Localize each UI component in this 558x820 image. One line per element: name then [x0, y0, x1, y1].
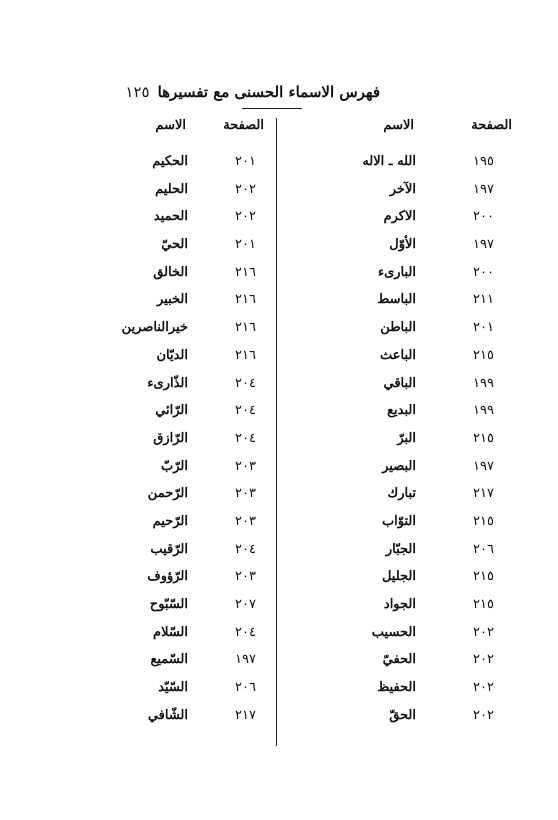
index-page-number: ٢٠٠	[473, 209, 494, 225]
page-header	[110, 80, 380, 104]
index-row	[292, 704, 512, 732]
index-row	[96, 316, 272, 344]
index-name: الباسط	[377, 292, 416, 308]
index-name: الحكيم	[152, 154, 188, 169]
index-page-number: ٢١٧	[235, 707, 256, 723]
index-page-number: ٢٠٣	[235, 569, 256, 585]
index-row	[292, 621, 512, 649]
index-page-number: ٢١٥	[473, 430, 494, 446]
index-row	[96, 372, 272, 400]
index-row	[96, 344, 272, 372]
index-name: الحليم	[155, 181, 188, 197]
index-name: الباطن	[380, 320, 416, 336]
index-name: الجبّار	[385, 541, 416, 557]
left-index-rows	[96, 150, 272, 731]
index-row	[292, 455, 512, 483]
index-name: الآخر	[389, 181, 416, 197]
index-row	[96, 593, 272, 621]
index-name: الباعث	[380, 347, 416, 363]
index-row	[292, 261, 512, 289]
index-page-number: ٢٠١	[473, 320, 494, 336]
right-column-header	[292, 118, 512, 142]
index-row	[96, 482, 272, 510]
index-name: الرّازق	[153, 430, 188, 446]
index-name: الخبير	[157, 292, 188, 308]
index-row	[96, 455, 272, 483]
index-page-number: ٢٠٢	[473, 652, 494, 668]
index-name: الحفيظ	[377, 680, 416, 696]
index-row	[292, 482, 512, 510]
index-row	[292, 648, 512, 676]
index-page-number: ٢١٥	[473, 347, 494, 363]
index-row	[96, 261, 272, 289]
index-row	[292, 510, 512, 538]
index-name: تبارك	[387, 486, 416, 502]
index-name: الرّبّ	[161, 458, 188, 474]
page-column-header: الصفحة	[223, 118, 264, 133]
index-row	[96, 648, 272, 676]
index-row	[96, 704, 272, 732]
index-page-number: ١٩٧	[473, 181, 494, 197]
index-row	[96, 676, 272, 704]
index-page-number: ٢٠٤	[235, 624, 256, 640]
index-page-number: ٢٠٢	[473, 624, 494, 640]
index-name: السّلام	[153, 624, 188, 640]
index-page-number: ١٩٧	[473, 237, 494, 253]
index-row	[292, 372, 512, 400]
index-row	[96, 538, 272, 566]
index-row	[292, 565, 512, 593]
index-page-number: ١٩٧	[473, 458, 494, 474]
index-row	[96, 150, 272, 178]
index-name: البارىء	[377, 264, 416, 280]
index-row	[96, 427, 272, 455]
page-column-header: الصفحة	[471, 118, 512, 133]
index-name: السّميع	[150, 652, 188, 668]
index-name: الذّارىء	[147, 375, 188, 391]
index-name: الرّحيم	[152, 513, 188, 529]
index-name: البديع	[387, 403, 416, 419]
index-name: خيرالناصرين	[121, 320, 188, 336]
index-row	[292, 427, 512, 455]
index-page-number: ٢٠٤	[235, 375, 256, 391]
index-name: الحفيّ	[382, 652, 416, 668]
index-page-number: ٢٠١	[235, 237, 256, 253]
page-title: فهرس الاسماء الحسنى مع تفسيرها	[157, 83, 380, 101]
index-page-number: ٢٠٢	[235, 181, 256, 197]
index-row	[292, 316, 512, 344]
index-name: البصير	[382, 458, 416, 474]
index-row	[96, 205, 272, 233]
index-row	[292, 676, 512, 704]
page-number: ١٢٥	[125, 83, 150, 101]
index-page-number: ٢١٦	[235, 320, 256, 336]
index-page-number: ٢٠٧	[235, 597, 256, 612]
index-page-number: ٢١٧	[473, 486, 494, 502]
index-page-number: ٢١٥	[473, 513, 494, 529]
index-row	[96, 288, 272, 316]
index-page-number: ٢٠٢	[473, 680, 494, 696]
index-page-number: ٢١٦	[235, 347, 256, 363]
name-column-header: الاسم	[383, 118, 414, 133]
index-page-number: ١٩٧	[235, 652, 256, 668]
index-page-number: ٢٠٤	[235, 403, 256, 419]
index-page-number: ١٩٥	[473, 154, 494, 169]
index-page-number: ٢٠٤	[235, 430, 256, 446]
index-page-number: ٢٠٤	[235, 541, 256, 557]
right-index-rows	[292, 150, 512, 731]
column-divider	[276, 118, 277, 746]
index-page-number: ٢١٥	[473, 569, 494, 585]
index-name: الباقي	[383, 375, 416, 391]
index-row	[96, 510, 272, 538]
index-name: الحسيب	[371, 624, 416, 640]
index-row	[292, 538, 512, 566]
index-page-number: ٢١٥	[473, 597, 494, 612]
index-row	[292, 205, 512, 233]
index-row	[292, 344, 512, 372]
index-name: الخالق	[153, 264, 188, 280]
index-page-number: ٢٠٣	[235, 486, 256, 502]
index-row	[292, 150, 512, 178]
index-name: الديّان	[156, 347, 188, 363]
index-name: البرّ	[397, 430, 416, 446]
index-page-number: ٢٠٦	[235, 680, 256, 696]
index-page-number: ٢٠٣	[235, 513, 256, 529]
header-rule	[242, 108, 302, 109]
index-page-number: ٢٠١	[235, 154, 256, 169]
index-name: السّيّد	[158, 680, 188, 696]
right-index-column	[292, 118, 512, 731]
index-page-number: ١٩٩	[473, 403, 494, 419]
index-name: الرّحمن	[147, 486, 188, 502]
index-row	[96, 621, 272, 649]
index-page-number: ١٩٩	[473, 375, 494, 391]
index-row	[96, 178, 272, 206]
left-column-header	[96, 118, 272, 142]
left-index-column	[96, 118, 272, 731]
index-page-number: ٢٠٠	[473, 264, 494, 280]
index-name: الأوّل	[389, 237, 416, 253]
index-name: الحقّ	[389, 707, 416, 723]
index-page-number: ٢٠٢	[235, 209, 256, 225]
index-name: التوّاب	[381, 513, 416, 529]
index-page-number: ٢١٦	[235, 292, 256, 308]
index-name: السّبّوح	[149, 597, 188, 612]
index-page-number: ٢١٦	[235, 264, 256, 280]
index-row	[292, 233, 512, 261]
index-row	[292, 399, 512, 427]
index-row	[292, 593, 512, 621]
index-row	[292, 288, 512, 316]
index-name: الاكرم	[383, 209, 416, 225]
index-name: الحيّ	[161, 237, 188, 253]
index-row	[96, 399, 272, 427]
index-page-number: ٢١١	[473, 292, 494, 308]
index-page-number: ٢٠٣	[235, 458, 256, 474]
index-name: الله ـ الاله	[362, 154, 416, 169]
index-name: الرّقيب	[150, 541, 188, 557]
index-name: الرّؤوف	[147, 569, 188, 585]
index-row	[96, 565, 272, 593]
index-page-number: ٢٠٢	[473, 707, 494, 723]
index-name: الرّائي	[155, 403, 188, 419]
index-page-number: ٢٠٦	[473, 541, 494, 557]
index-name: الحميد	[153, 209, 188, 225]
index-name: الجليل	[381, 569, 416, 585]
index-name: الجواد	[383, 597, 416, 612]
index-name: الشّافي	[147, 707, 188, 723]
index-row	[96, 233, 272, 261]
index-row	[292, 178, 512, 206]
name-column-header: الاسم	[155, 118, 186, 133]
